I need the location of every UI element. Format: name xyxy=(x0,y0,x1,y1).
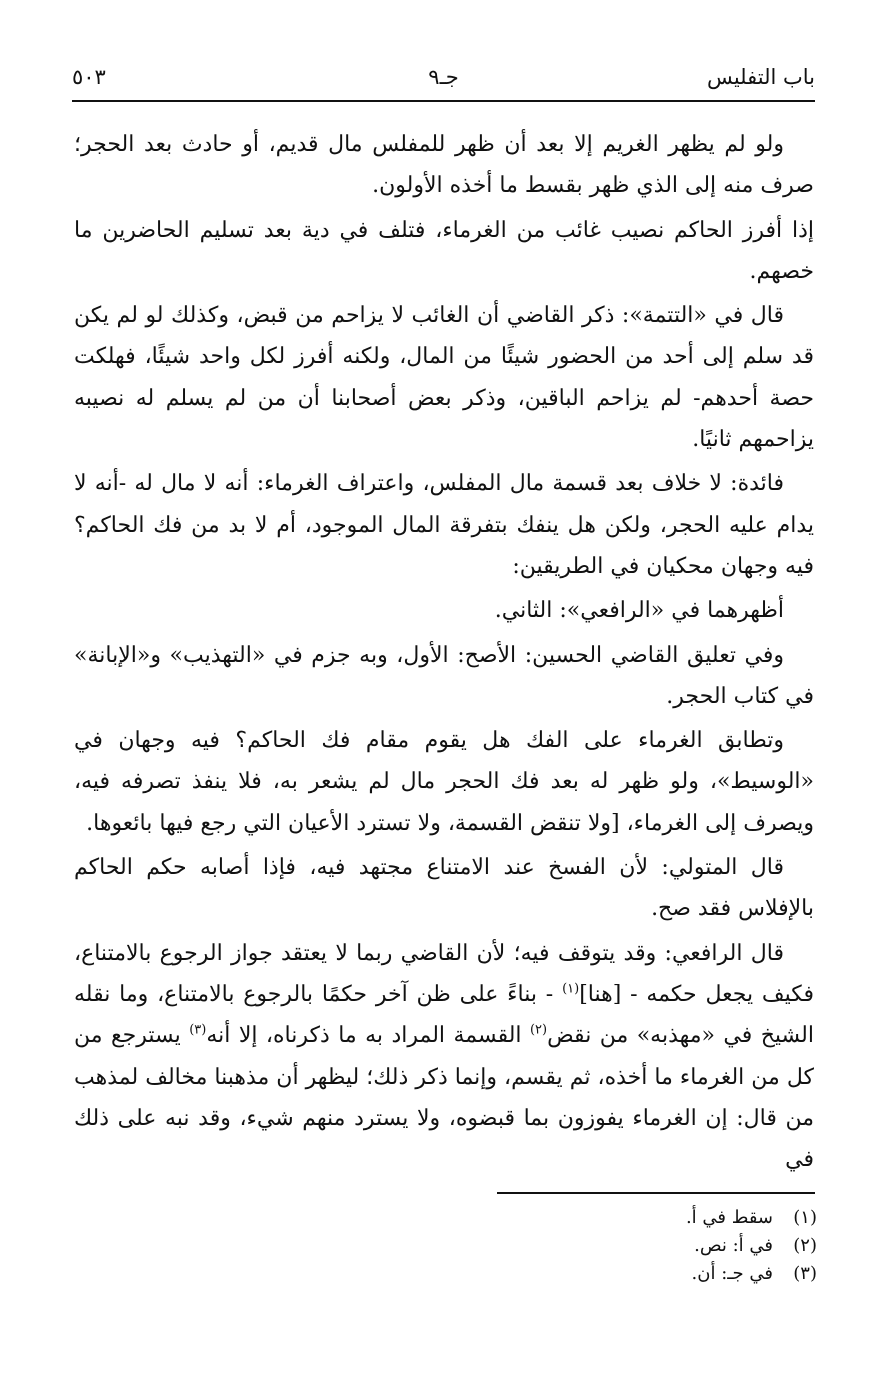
footnote-text: في جـ: أن. xyxy=(691,1263,773,1284)
footnote-ref[interactable]: (١) xyxy=(562,981,580,997)
chapter-title: باب التفليس xyxy=(707,65,815,89)
footnote-number: (٣) xyxy=(793,1263,817,1284)
footnote xyxy=(74,1260,817,1288)
footnote-number: (١) xyxy=(793,1207,817,1228)
footnote-ref[interactable]: (٢) xyxy=(529,1022,548,1038)
paragraph: إذا أفرز الحاكم نصيب غائب من الغرماء، فتلف في دية بعد تسليم الحاضرين ما خصهم. xyxy=(74,217,814,284)
text-run: قال الرافعي: وقد يتوقف فيه؛ لأن القاضي ربما لا يعتقد جواز الرجوع بالامتناع، فكيف يجعل حكمه - [هنا] xyxy=(74,940,814,1007)
footnote-text: في أ: نص. xyxy=(694,1235,773,1256)
text-run: يسترجع من كل من الغرماء ما أخذه، ثم يقسم، وإنما ذكر ذلك؛ ليظهر أن مذهبنا مخالف لمذهب من قال: إن الغرماء يفوزون بما قبضوه، ولا يسترد منهم شيء، وقد نبه على ذلك في xyxy=(74,1023,814,1173)
main-text xyxy=(74,124,814,1183)
footnote-text: سقط في أ. xyxy=(685,1207,773,1228)
paragraph: وتطابق الغرماء على الفك هل يقوم مقام فك الحاكم؟ فيه وجهان في «الوسيط»، ولو ظهر له بعد فك الحجر مال لم يشعر به، فلا ينفذ تصرفه فيه، ويصرف إلى الغرماء، [ولا تنقض القسمة، ولا تسترد الأعيان التي رجع فيها بائعوها. xyxy=(74,728,814,836)
footnote-number: (٢) xyxy=(793,1235,817,1256)
footnote xyxy=(74,1204,817,1232)
volume-label: جـ٩ xyxy=(428,65,459,89)
paragraph: قال المتولي: لأن الفسخ عند الامتناع مجتهد فيه، فإذا أصابه حكم الحاكم بالإفلاس فقد صح. xyxy=(74,855,814,922)
footnote-ref[interactable]: (٣) xyxy=(189,1022,207,1038)
header-rule xyxy=(72,100,815,102)
paragraph: وفي تعليق القاضي الحسين: الأصح: الأول، وبه جزم في «التهذيب» و«الإبانة» في كتاب الحجر. xyxy=(74,642,814,709)
text-run: القسمة المراد به ما ذكرناه، إلا أنه xyxy=(206,1023,530,1049)
footnote xyxy=(74,1232,817,1260)
paragraph-with-notes xyxy=(74,933,814,1181)
text-run: - بناءً على ظن آخر حكمًا بالرجوع بالامتناع، وما نقله الشيخ في «مهذبه» من نقض xyxy=(74,981,814,1049)
paragraph: فائدة: لا خلاف بعد قسمة مال المفلس، واعتراف الغرماء: أنه لا مال له -أنه لا يدام عليه الحجر، ولكن هل ينفك بتفرقة المال الموجود، أم لا بد من فك الحاكم؟ فيه وجهان محكيان في الطريقين: xyxy=(74,471,814,579)
paragraph: قال في «التتمة»: ذكر القاضي أن الغائب لا يزاحم من قبض، وكذلك لو لم يكن قد سلم إلى أحد من الحضور شيئًا من المال، ولكنه أفرز لكل واحد شيئًا، فهلكت حصة أحدهم- لم يزاحم الباقين، وذكر بعض أصحابنا أن من لم يسلم له نصيبه يزاحمهم ثانيًا. xyxy=(74,303,814,453)
running-header xyxy=(72,62,815,96)
footnotes xyxy=(74,1204,817,1288)
paragraph: أظهرهما في «الرافعي»: الثاني. xyxy=(494,598,784,624)
footnote-rule xyxy=(497,1192,815,1194)
page-number: ٥٠٣ xyxy=(72,65,106,89)
paragraph: ولو لم يظهر الغريم إلا بعد أن ظهر للمفلس مال قديم، أو حادث بعد الحجر؛ صرف منه إلى الذي ظهر بقسط ما أخذه الأولون. xyxy=(74,132,814,199)
